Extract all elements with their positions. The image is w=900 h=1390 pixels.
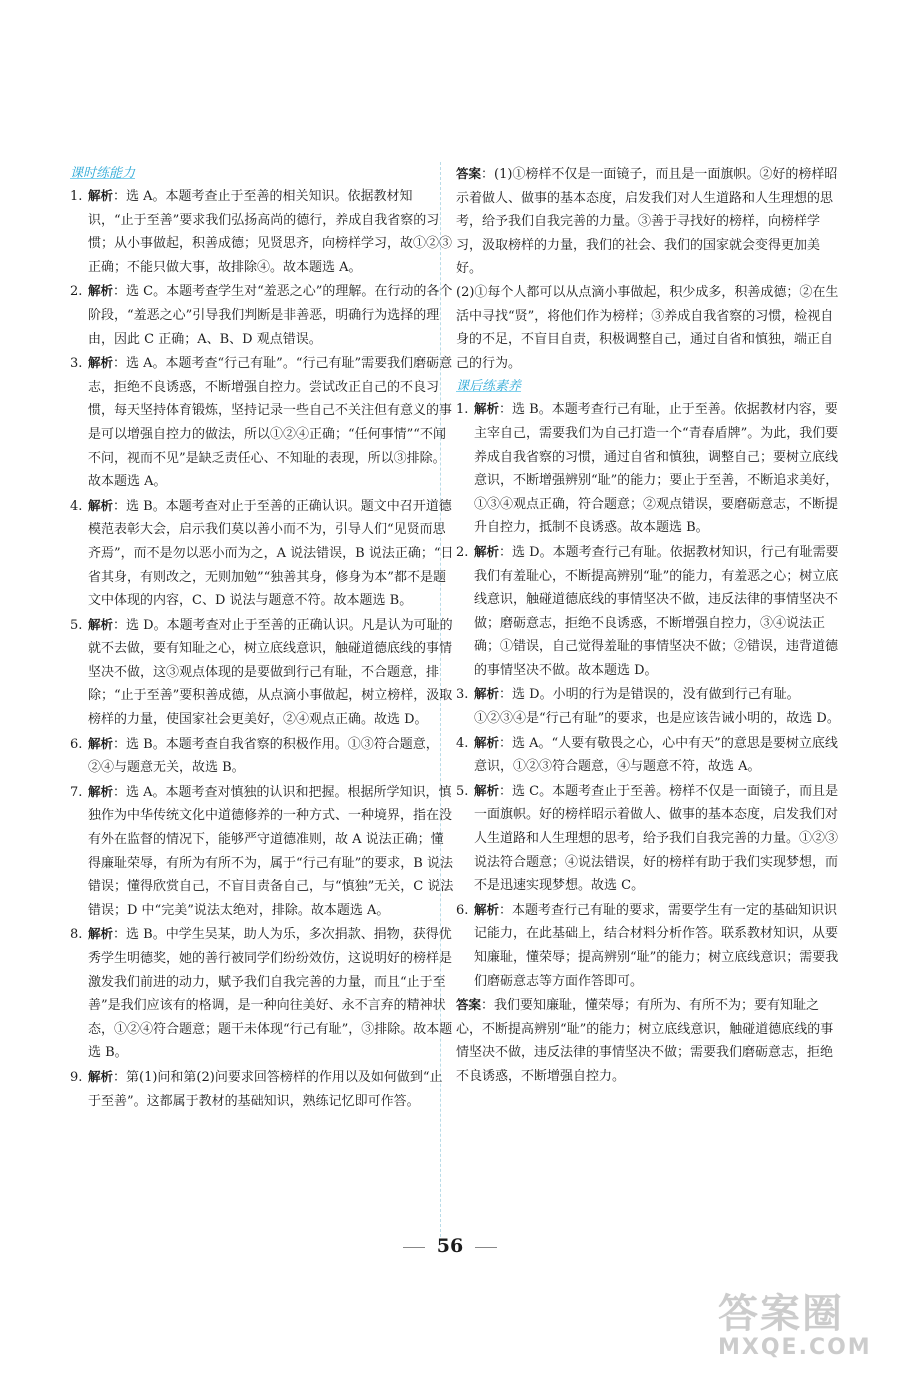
answer-block-part-2: (2)①每个人都可以从点滴小事做起，积少成多，积善成德；②在生活中寻找“贤”，将他们作为榜样；③养成自我省察的习惯，检视自身的不足，不盲目自责，积极调整自己，通过自省和慎独，端正自己的行为。 (456, 284, 839, 371)
footer-rule-right (475, 1247, 497, 1248)
list-item: 2. 解析：选 D。本题考查行己有耻。依据教材知识，行己有耻需要我们有羞耻心，不断提高辨别“耻”的能力，有羞恶之心；树立底线意识，触碰道德底线的事情坚决不做，违反法律的事情坚决不做；磨砺意志，拒绝不良诱惑，不断增强自控力，③④说法正确；①错误，自己觉得羞耻的事情坚决不做；②错误，违背道德的事情坚决不做。故本题选 D。 (456, 543, 839, 678)
page-footer (0, 1235, 900, 1257)
list-item: 4. 解析：选 A。“人要有敬畏之心，心中有天”的意思是要树立底线意识，①②③符合题意，④与题意不符，故选 A。 (456, 734, 838, 775)
footer-rule-left (403, 1247, 425, 1248)
watermark-logo-text: 答案圈 (718, 1291, 844, 1337)
list-item: 6. 解析：本题考查行己有耻的要求，需要学生有一定的基础知识识记能力，在此基础上，结合材料分析作答。联系教材知识，从要知廉耻，懂荣辱；提高辨别“耻”的能力；树立底线意识；需要我们磨砺意志等方面作答即可。 (456, 901, 839, 989)
list-item: 4. 解析：选 B。本题考查对止于至善的正确认识。题文中召开道德模范表彰大会，启示我们莫以善小而不为，引导人们“见贤而思齐焉”，而不是勿以恶小而为之，A 说法错误，B 说法正确；“日省其身，有则改之，无则加勉”“独善其身，修身为本”都不是题文中体现的内容，C、D 说法与题意不符。故本题选 B。 (70, 497, 454, 609)
list-item: 2. 解析：选 C。本题考查学生对“羞恶之心”的理解。在行动的各个阶段，“羞恶之心”引导我们判断是非善恶，明确行为选择的理由，因此 C 正确；A、B、D 观点错误。 (70, 283, 453, 347)
section-title-practice: 课时练能力 (70, 166, 136, 181)
answer-block: 答案：(1)①榜样不仅是一面镜子，而且是一面旗帜。②好的榜样昭示着做人、做事的基本态度，启发我们对人生道路和人生理想的思考，给予我们自我完善的力量。③善于寻找好的榜样，向榜样学习，汲取榜样的力量，我们的社会、我们的国家就会变得更加美好。 (456, 166, 838, 277)
final-answer-block: 答案：我们要知廉耻，懂荣辱；有所为、有所不为；要有知耻之心，不断提高辨别“耻”的能力；树立底线意识，触碰道德底线的事情坚决不做，违反法律的事情坚决不做；需要我们磨砺意志，拒绝不良诱惑，不断增强自控力。 (456, 997, 834, 1084)
left-column (70, 162, 454, 1113)
list-item: 7. 解析：选 A。本题考查对慎独的认识和把握。根据所学知识，慎独作为中华传统文化中道德修养的一种方式、一种境界，指在没有外在监督的情况下，能够严守道德准则，故 A 说法正确；懂得廉耻荣辱，有所为有所不为，属于“行己有耻”的要求，B 说法错误；懂得欣赏自己，不盲目责备自己，与“慎独”无关，C 说法错误；D 中“完美”说法太绝对，排除。故本题选 A。 (70, 783, 454, 918)
list-item: 3. 解析：选 A。本题考查“行己有耻”。“行己有耻”需要我们磨砺意志，拒绝不良诱惑，不断增强自控力。尝试改正自己的不良习惯，每天坚持体育锻炼，坚持记录一些自己不关注但有意义的事是可以增强自控力的做法，所以①②④正确；“任何事情”“不闻不问，视而不见”是缺乏责任心、不知耻的表现，所以③排除。故本题选 A。 (70, 355, 453, 490)
list-item: 6. 解析：选 B。本题考查自我省察的积极作用。①③符合题意，②④与题意无关，故选 B。 (70, 735, 439, 776)
list-item: 1. 解析：选 B。本题考查行己有耻，止于至善。依据教材内容，要主宰自己，需要我们为自己打造一个“青春盾牌”。为此，我们要养成自我省察的习惯，通过自省和慎独，调整自己；要树立底线意识，不断增强辨别“耻”的能力；要止于至善，不断追求美好，①③④观点正确，符合题意；②观点错误，要磨砺意志，不断提升自控力，抵制不良诱惑。故本题选 B。 (456, 401, 839, 536)
list-item: 8. 解析：选 B。中学生吴某，助人为乐，多次捐款、捐物，获得优秀学生明德奖，她的善行被同学们纷纷效仿，这说明好的榜样是激发我们前进的动力，赋予我们自我完善的力量，而且“止于至善”是我们应该有的格调，是一种向往美好、永不言弃的精神状态，①②④符合题意；题干未体现“行己有耻”，③排除。故本题选 B。 (70, 926, 453, 1061)
left-item-list (70, 184, 454, 1113)
list-item: 5. 解析：选 D。本题考查对止于至善的正确认识。凡是认为可耻的就不去做，要有知耻之心，树立底线意识，触碰道德底线的事情坚决不做，这③观点体现的是要做到行己有耻，不合题意，排除；“止于至善”要积善成德，从点滴小事做起，树立榜样，汲取榜样的力量，使国家社会更美好，②④观点正确。故选 D。 (70, 616, 453, 728)
list-item: 1. 解析：选 A。本题考查止于至善的相关知识。依据教材知识，“止于至善”要求我们弘扬高尚的德行，养成自我省察的习惯；从小事做起，积善成德；见贤思齐，向榜样学习，故①②③正确；不能只做大事，故排除④。故本题选 A。 (70, 188, 453, 275)
site-watermark (718, 1282, 878, 1372)
right-column (456, 162, 840, 1089)
section-title-after-class: 课后练素养 (456, 379, 522, 395)
list-item: 3. 解析：选 D。小明的行为是错误的，没有做到行己有耻。①②③④是“行己有耻”的要求，也是应该告诫小明的，故选 D。 (456, 686, 840, 727)
watermark-url: MXQE.COM (718, 1335, 872, 1360)
list-item: 9. 解析：第(1)问和第(2)问要求回答榜样的作用以及如何做到“止于至善”。这都属于教材的基础知识，熟练记忆即可作答。 (70, 1068, 443, 1109)
list-item: 5. 解析：选 C。本题考查止于至善。榜样不仅是一面镜子，而且是一面旗帜。好的榜样昭示着做人、做事的基本态度，启发我们对人生道路和人生理想的思考，给予我们自我完善的力量。①②③说法符合题意；④说法错误，好的榜样有助于我们实现梦想，而不是迅速实现梦想。故选 C。 (456, 782, 839, 894)
page-number: 56 (436, 1235, 464, 1257)
